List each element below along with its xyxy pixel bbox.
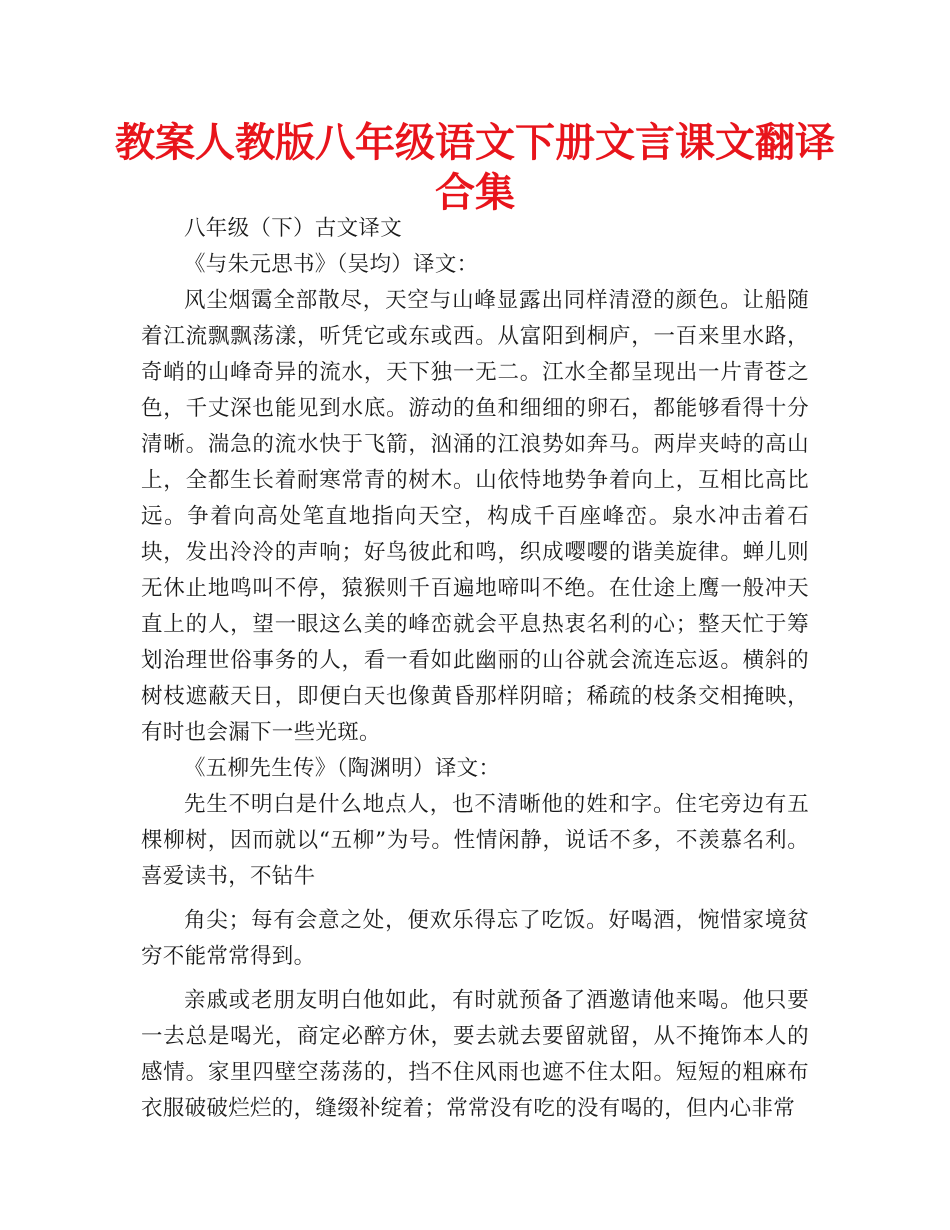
section-heading: 八年级（下）古文译文 <box>184 216 403 241</box>
section-heading: 《与朱元思书》（吴均）译文： <box>184 252 479 277</box>
body-paragraph: 风尘烟霭全部散尽，天空与山峰显露出同样清澄的颜色。让船随着江流飘飘荡漾，听凭它或东或西。从富阳到桐庐，一百来里水路，奇峭的山峰奇异的流水，天下独一无二。江水全都呈现出一片青苍之色，千丈深也能见到水底。游动的鱼和细细的卵石，都能够看得十分清晰。湍急的流水快于飞箭，汹涌的江浪势如奔马。两岸夹峙的高山上，全都生长着耐寒常青的树木。山依恃地势争着向上，互相比高比远。争着向高处笔直地指向天空，构成千百座峰峦。泉水冲击着石块，发出泠泠的声响；好鸟彼此和鸣，织成嘤嘤的谐美旋律。蝉儿则无休止地鸣叫不停，猿猴则千百遍地啼叫不绝。在仕途上鹰一般冲天直上的人，望一眼这么美的峰峦就会平息热衷名利的心；整天忙于筹划治理世俗事务的人，看一看如此幽丽的山谷就会流连忘返。横斜的树枝遮蔽天日，即便白天也像黄昏那样阴暗；稀疏的枝条交相掩映，有时也会漏下一些光斑。 <box>141 288 809 745</box>
body-paragraph: 亲戚或老朋友明白他如此，有时就预备了酒邀请他来喝。他只要一去总是喝光，商定必醉方休，要去就去要留就留，从不掩饰本人的感情。家里四壁空荡荡的，挡不住风雨也遮不住太阳。短短的粗麻布衣服破破烂烂的，缝缀补绽着；常常没有吃的没有喝的，但内心非常 <box>141 988 809 1121</box>
body-paragraph: 角尖；每有会意之处，便欢乐得忘了吃饭。好喝酒，惋惜家境贫穷不能常常得到。 <box>141 908 809 969</box>
document-title: 教案人教版八年级语文下册文言课文翻译合集 <box>115 120 835 216</box>
document-body <box>141 211 809 1127</box>
body-paragraph: 先生不明白是什么地点人，也不清晰他的姓和字。住宅旁边有五棵柳树，因而就以“五柳”为号。性情闲静，说话不多，不羡慕名利。喜爱读书，不钻牛 <box>141 792 809 889</box>
section-heading: 《五柳先生传》（陶渊明）译文： <box>184 756 501 781</box>
